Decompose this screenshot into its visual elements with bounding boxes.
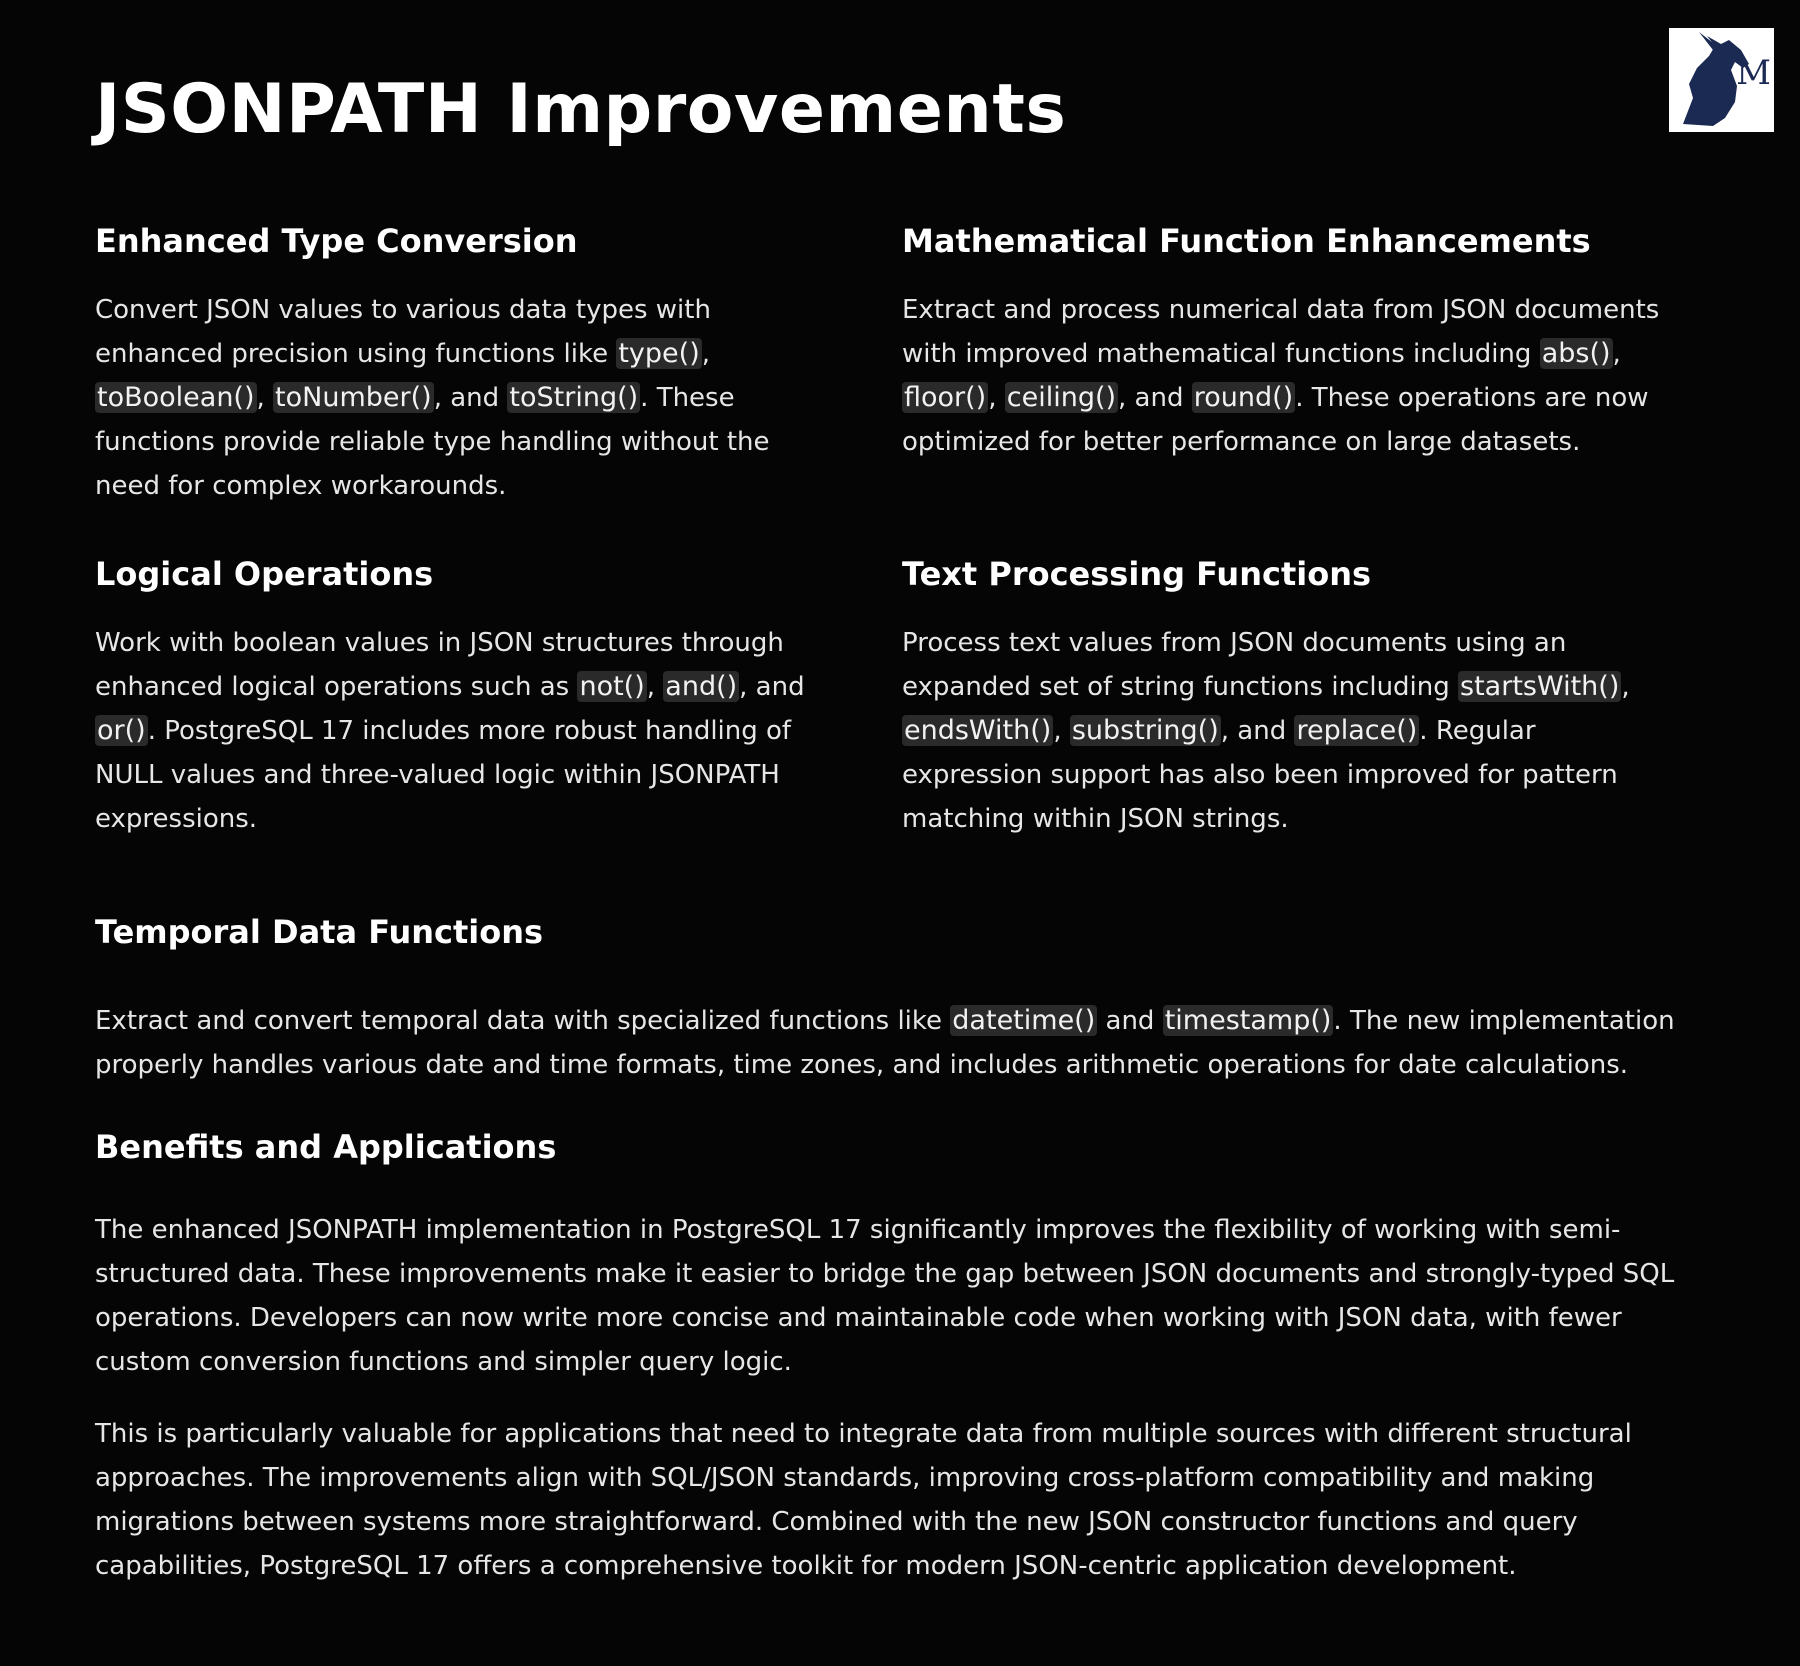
function-name: floor() [904,382,987,413]
section-heading: Temporal Data Functions [95,913,544,951]
section-body: Extract and process numerical data from JSON documents with improved mathematical functions including abs(), floor(), ceiling(), and round(). These operations are now optimized for better performance on large datasets. [902,295,1660,457]
section-body: Work with boolean values in JSON structures through enhanced logical operations such as not(), and(), and or(). PostgreSQL 17 includes more robust handling of NULL values and three-valued logic within JSONPATH expressions. [95,628,805,834]
function-name: and() [665,671,738,702]
section-heading: Text Processing Functions [902,555,1372,593]
logo-letter: M [1736,53,1771,93]
section-heading: Enhanced Type Conversion [95,222,578,260]
function-name: replace() [1296,715,1418,746]
section-heading: Benefits and Applications [95,1128,557,1166]
unicorn-logo-icon [1669,28,1774,132]
section-body: Convert JSON values to various data types with enhanced precision using functions like type(), toBoolean(), toNumber(), and toString(). These functions provide reliable type handling without the need for complex workarounds. [95,295,770,501]
function-name: endsWith() [904,715,1052,746]
section-logical-operations [95,555,835,841]
benefits-paragraph-1: The enhanced JSONPATH implementation in PostgreSQL 17 significantly improves the flexibility of working with semi-structured data. These improvements make it easier to bridge the gap between JSON documents and strongly-typed SQL operations. Developers can now write more concise and maintainable code when working with JSON data, with fewer custom conversion functions and simpler query logic. [95,1215,1675,1377]
function-name: datetime() [952,1005,1096,1036]
section-heading: Logical Operations [95,555,434,593]
section-heading: Mathematical Function Enhancements [902,222,1591,260]
section-body: Extract and convert temporal data with specialized functions like datetime() and timestamp(). The new implementation properly handles various date and time formats, time zones, and includes arithmetic operations for date calculations. [95,1005,1675,1080]
section-math-functions [902,222,1662,464]
section-text-processing [902,555,1662,841]
section-benefits [95,1128,1675,1588]
function-name: ceiling() [1006,382,1117,413]
function-name: timestamp() [1164,1005,1332,1036]
function-name: startsWith() [1460,671,1620,702]
function-name: abs() [1541,338,1611,369]
function-name: toBoolean() [97,382,255,413]
function-name: toString() [509,382,639,413]
function-name: not() [579,671,645,702]
function-name: round() [1193,382,1294,413]
function-name: or() [97,715,146,746]
section-temporal-data [95,913,1675,1087]
function-name: toNumber() [275,382,432,413]
function-name: substring() [1071,715,1219,746]
section-body: Process text values from JSON documents using an expanded set of string functions including startsWith(), endsWith(), substring(), and replace(). Regular expression support has also been improved for pattern matching within JSON strings. [902,628,1630,834]
page-title: JSONPATH Improvements [95,70,1067,149]
section-type-conversion [95,222,835,508]
benefits-paragraph-2: This is particularly valuable for applications that need to integrate data from multiple sources with different structural approaches. The improvements align with SQL/JSON standards, improving cross-platform compatibility and making migrations between systems more straightforward. Combined with the new JSON constructor functions and query capabilities, PostgreSQL 17 offers a comprehensive toolkit for modern JSON-centric application development. [95,1419,1632,1581]
function-name: type() [618,338,700,369]
